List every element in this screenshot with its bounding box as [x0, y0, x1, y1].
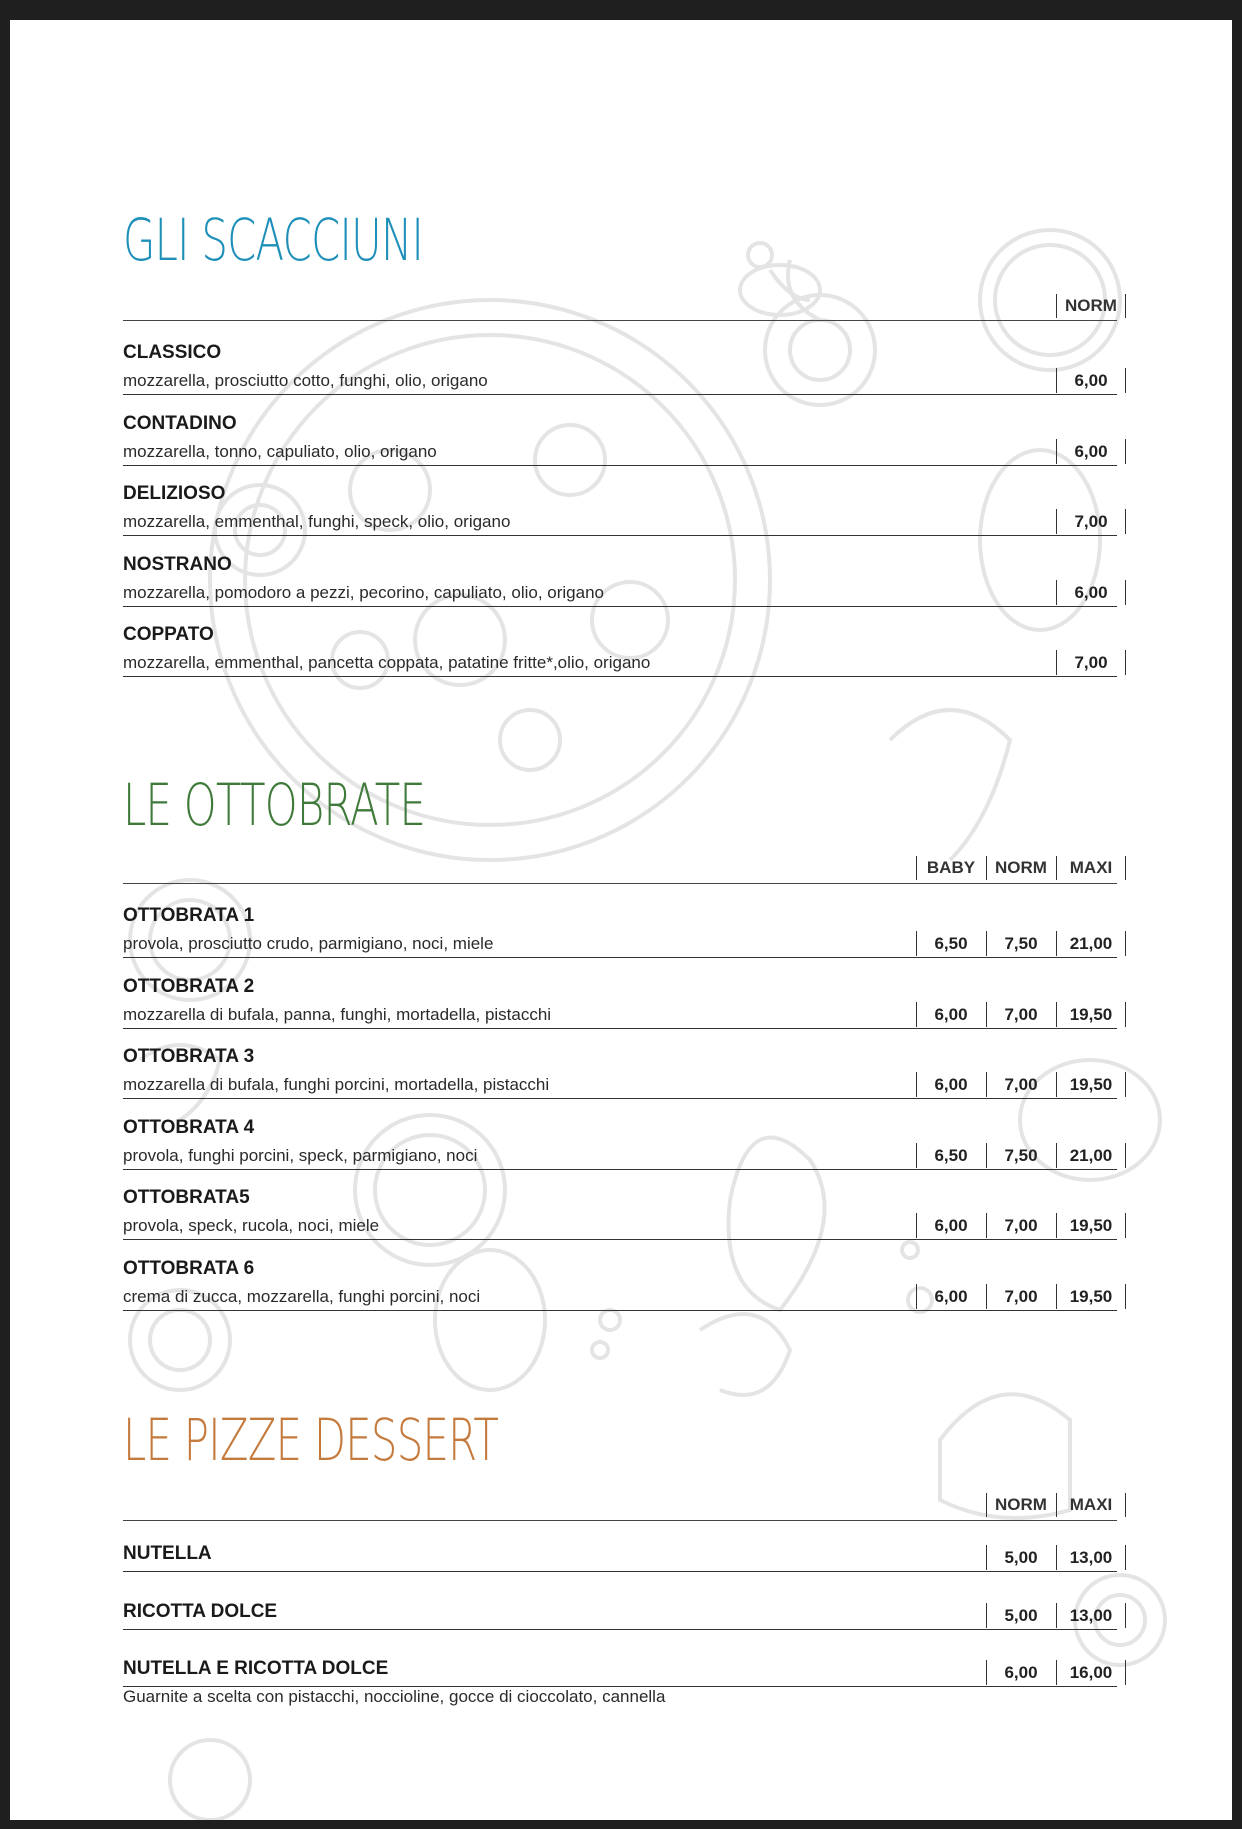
header-divider	[123, 883, 1117, 884]
menu-item-price: 5,00	[986, 1603, 1056, 1628]
section-title-ottobrate: LE OTTOBRATE	[123, 771, 426, 839]
menu-item-name: CLASSICO	[123, 342, 222, 363]
section-ottobrate	[123, 770, 1129, 1310]
menu-item-price: 19,50	[1056, 1072, 1126, 1097]
section-dessert	[123, 1405, 1129, 1735]
menu-item-ingredients: mozzarella, tonno, capuliato, olio, origano	[123, 441, 437, 461]
menu-item-name: NOSTRANO	[123, 553, 232, 575]
dessert-garnish-note: Guarnite a scelta con pistacchi, noccioline, gocce di cioccolato, cannella	[123, 1687, 666, 1706]
menu-item-name: OTTOBRATA 4	[123, 1116, 255, 1138]
menu-item-price: 7,00	[986, 1002, 1056, 1027]
row-divider	[123, 1028, 1117, 1029]
menu-item-ingredients: provola, funghi porcini, speck, parmigiano, noci	[123, 1145, 478, 1165]
menu-item-price: 6,00	[1056, 580, 1126, 605]
menu-item-price: 13,00	[1056, 1545, 1126, 1570]
menu-item-name: COPPATO	[123, 624, 214, 645]
row-divider	[123, 606, 1117, 607]
menu-item-row	[123, 905, 1117, 975]
menu-item-row	[123, 1258, 1117, 1328]
menu-item-price: 7,50	[986, 1143, 1056, 1168]
menu-item-price: 13,00	[1056, 1603, 1126, 1628]
section-title-dessert: LE PIZZE DESSERT	[123, 1406, 499, 1474]
menu-item-price: 7,00	[986, 1072, 1056, 1097]
row-divider	[123, 1310, 1117, 1311]
menu-item-name: NUTELLA E RICOTTA DOLCE	[123, 1658, 389, 1679]
menu-item-name: OTTOBRATA 2	[123, 975, 255, 997]
menu-item-price: 6,00	[916, 1284, 986, 1309]
menu-item-price: 7,00	[986, 1284, 1056, 1309]
menu-item-price: 19,50	[1056, 1002, 1126, 1027]
menu-item-price: 6,00	[916, 1002, 986, 1027]
menu-item-ingredients: crema di zucca, mozzarella, funghi porcini, noci	[123, 1286, 481, 1306]
section-title-scacciuni: GLI SCACCIUNI	[123, 206, 424, 274]
menu-item-name: OTTOBRATA 3	[123, 1046, 255, 1067]
menu-item-price: 7,00	[986, 1213, 1056, 1238]
column-header-maxi: MAXI	[1056, 1493, 1126, 1517]
menu-item-price: 6,50	[916, 931, 986, 956]
menu-item-price: 6,50	[916, 1143, 986, 1168]
menu-item-ingredients: mozzarella, prosciutto cotto, funghi, olio, origano	[123, 371, 488, 390]
menu-item-name: OTTOBRATA5	[123, 1187, 250, 1208]
menu-item-price: 6,00	[916, 1213, 986, 1238]
menu-item-ingredients: mozzarella, emmenthal, pancetta coppata, patatine fritte*,olio, origano	[123, 653, 651, 672]
menu-item-price: 6,00	[916, 1072, 986, 1097]
menu-item-ingredients: provola, speck, rucola, noci, miele	[123, 1216, 380, 1235]
menu-item-price: 16,00	[1056, 1660, 1126, 1685]
menu-item-row	[123, 976, 1117, 1046]
menu-item-name: OTTOBRATA 1	[123, 905, 255, 926]
menu-item-ingredients: mozzarella di bufala, panna, funghi, mortadella, pistacchi	[123, 1004, 552, 1024]
column-header-baby: BABY	[916, 856, 986, 880]
header-divider	[123, 320, 1117, 321]
menu-item-name: NUTELLA	[123, 1543, 212, 1564]
menu-item-price: 7,00	[1056, 509, 1126, 534]
column-header-norm: NORM	[1056, 294, 1126, 318]
menu-item-row	[123, 1046, 1117, 1116]
column-header-norm: NORM	[986, 856, 1056, 880]
menu-item-row	[123, 624, 1117, 694]
row-divider	[123, 535, 1117, 536]
row-divider	[123, 1571, 1117, 1572]
menu-item-name: DELIZIOSO	[123, 483, 226, 504]
menu-item-ingredients: mozzarella di bufala, funghi porcini, mortadella, pistacchi	[123, 1075, 550, 1094]
row-divider	[123, 676, 1117, 677]
menu-item-ingredients: mozzarella, emmenthal, funghi, speck, olio, origano	[123, 512, 511, 531]
column-header-norm: NORM	[986, 1493, 1056, 1517]
menu-item-row	[123, 483, 1117, 553]
header-divider	[123, 1520, 1117, 1521]
menu-item-price: 21,00	[1056, 931, 1126, 956]
menu-item-row	[123, 1187, 1117, 1257]
menu-item-name: RICOTTA DOLCE	[123, 1600, 278, 1622]
row-divider	[123, 957, 1117, 958]
row-divider	[123, 1239, 1117, 1240]
row-divider	[123, 465, 1117, 466]
menu-item-price: 7,00	[1056, 650, 1126, 675]
menu-item-price: 21,00	[1056, 1143, 1126, 1168]
menu-item-ingredients: mozzarella, pomodoro a pezzi, pecorino, capuliato, olio, origano	[123, 582, 604, 602]
menu-item-ingredients: provola, prosciutto crudo, parmigiano, noci, miele	[123, 934, 494, 953]
section-scacciuni	[123, 205, 1129, 675]
menu-item-price: 5,00	[986, 1545, 1056, 1570]
menu-item-name: OTTOBRATA 6	[123, 1257, 255, 1279]
menu-item-price: 19,50	[1056, 1284, 1126, 1309]
menu-item-price: 7,50	[986, 931, 1056, 956]
row-divider	[123, 394, 1117, 395]
menu-item-row	[123, 342, 1117, 412]
menu-item-row	[123, 554, 1117, 624]
menu-item-row	[123, 413, 1117, 483]
menu-item-row	[123, 1117, 1117, 1187]
row-divider	[123, 1629, 1117, 1630]
row-divider	[123, 1098, 1117, 1099]
menu-item-price: 6,00	[1056, 439, 1126, 464]
row-divider	[123, 1169, 1117, 1170]
menu-item-price: 19,50	[1056, 1213, 1126, 1238]
menu-item-name: CONTADINO	[123, 412, 237, 434]
menu-page	[10, 20, 1232, 1820]
column-header-maxi: MAXI	[1056, 856, 1126, 880]
menu-item-price: 6,00	[1056, 368, 1126, 393]
menu-item-price: 6,00	[986, 1660, 1056, 1685]
